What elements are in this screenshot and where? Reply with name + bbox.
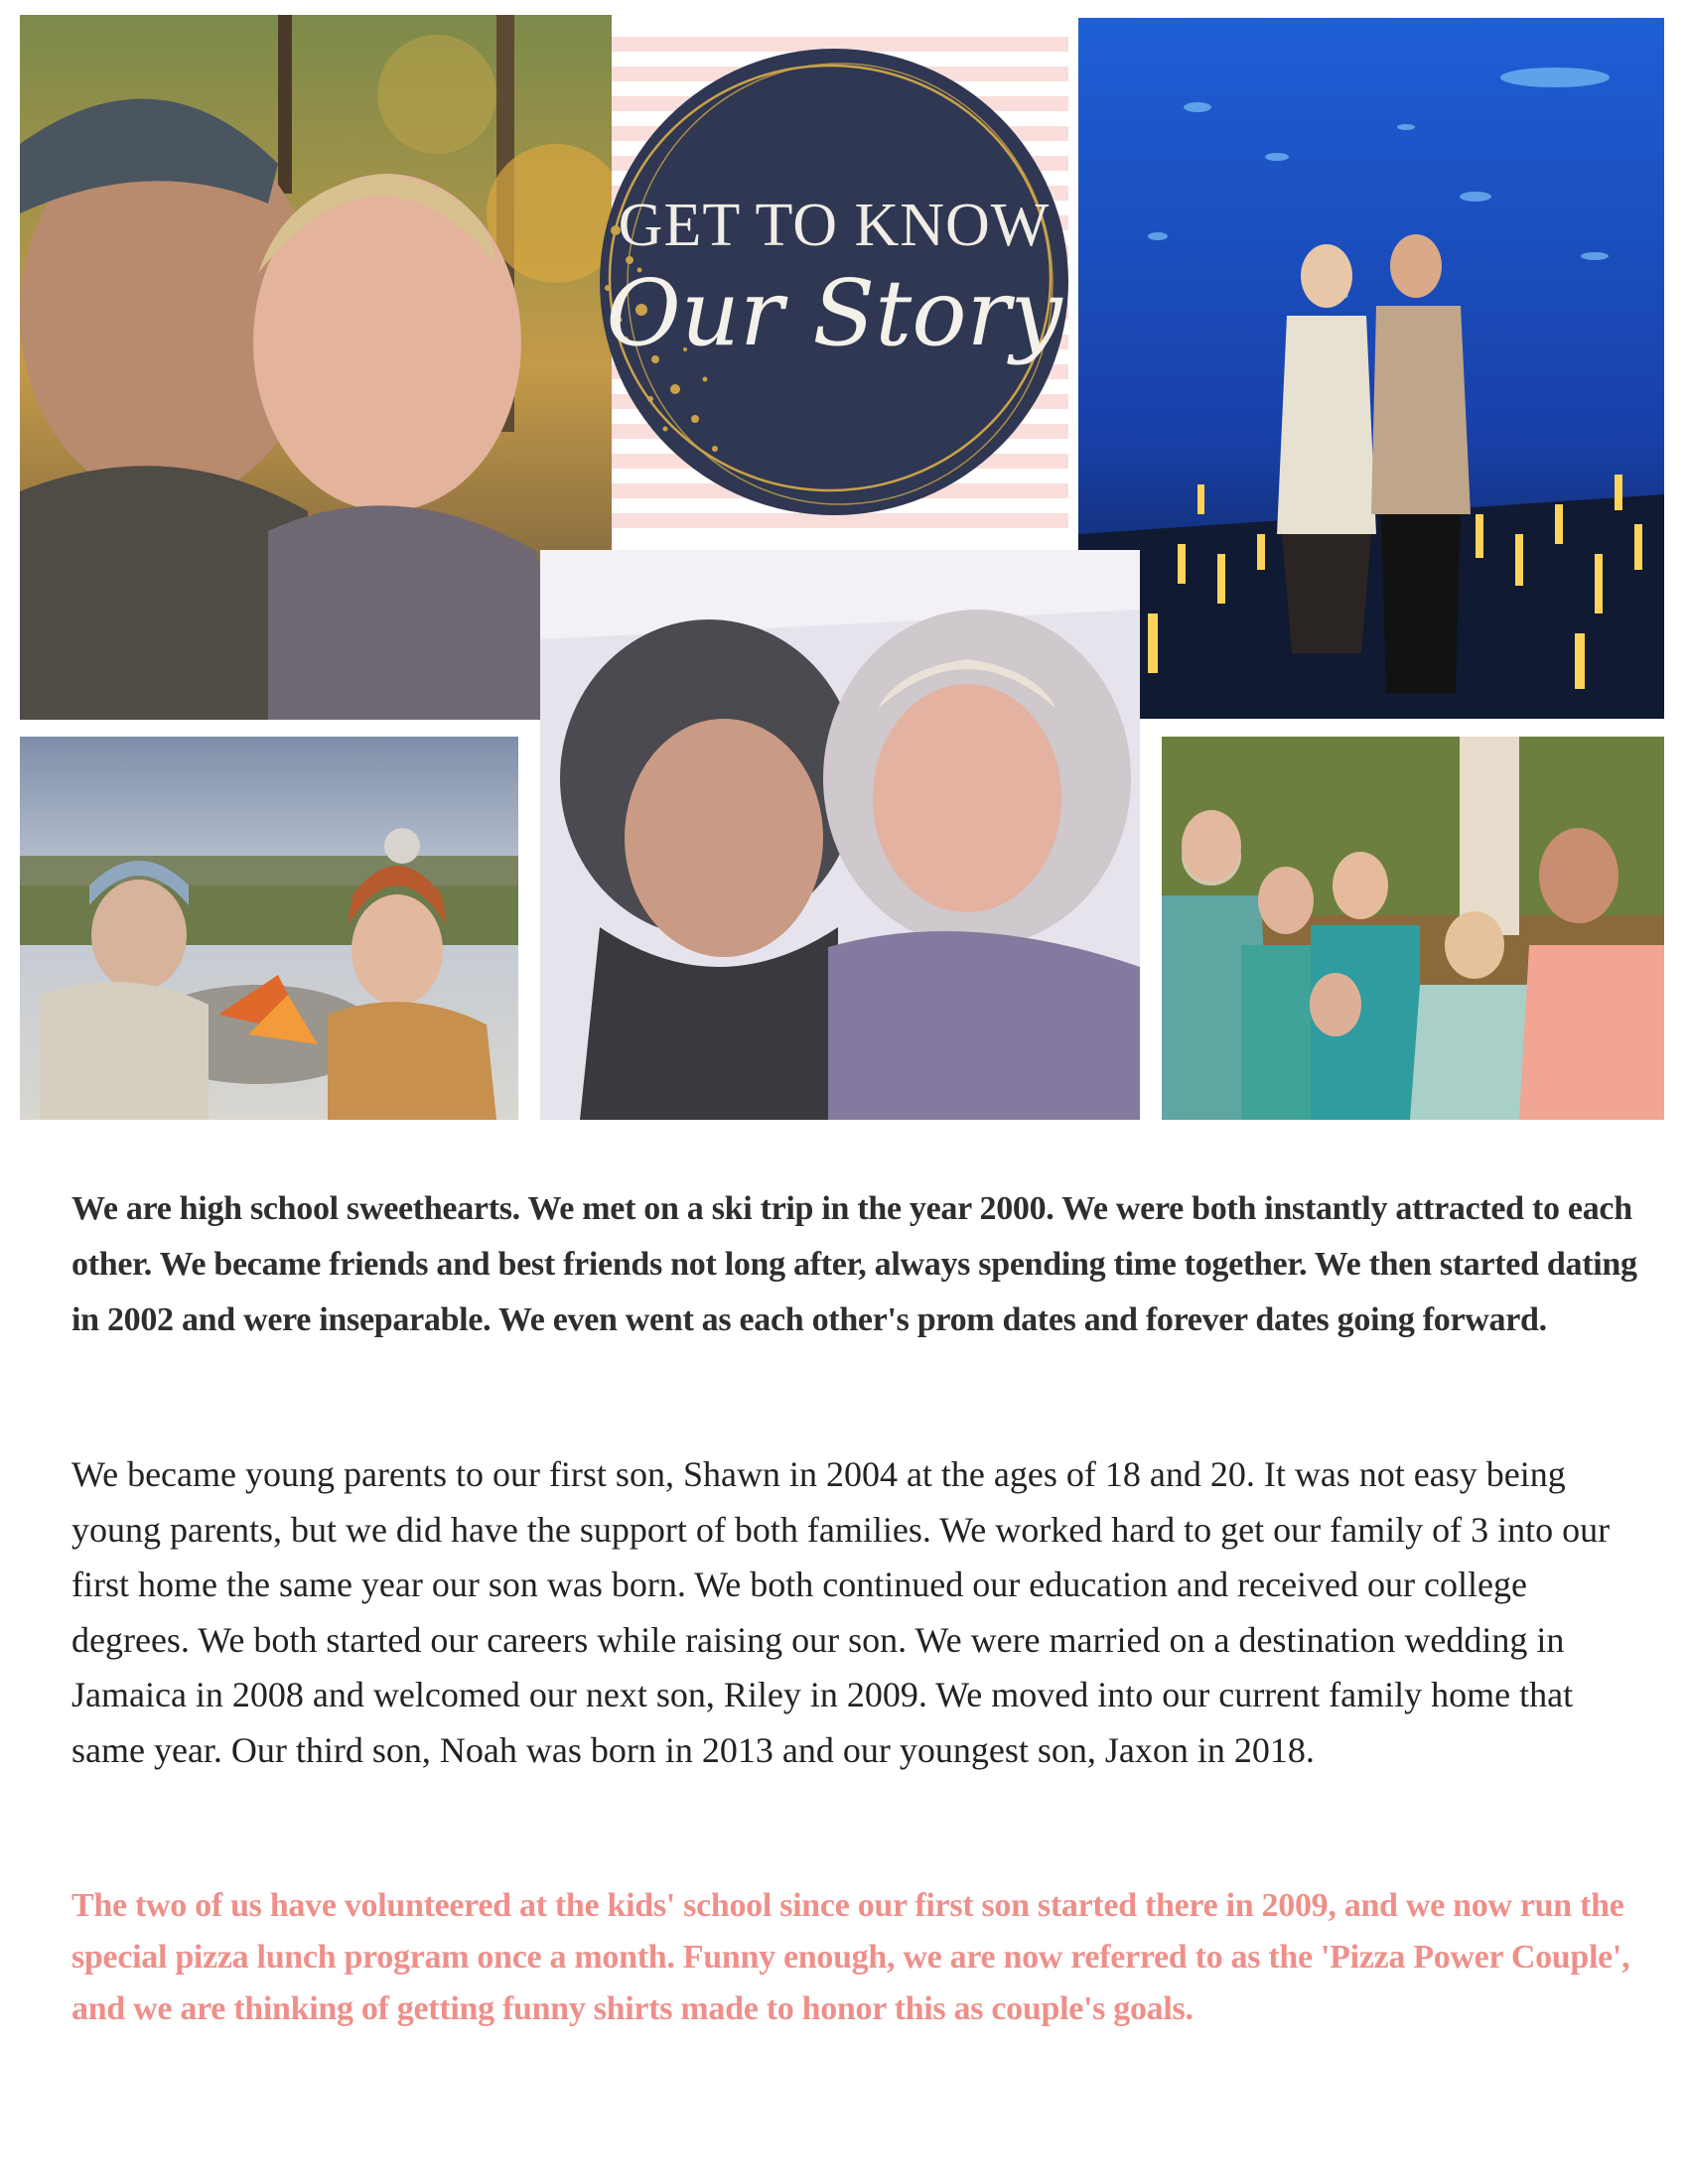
title-badge xyxy=(556,22,1112,528)
story-paragraph-meeting: We are high school sweethearts. We met on a ski trip in the year 2000. We were both instantly attracted to each other. We became friends and best friends not long after, always spending time together. We then started dating in 2002 and were inseparable. We even went as each other's prom dates and forever dates going forward. xyxy=(71,1190,1637,1338)
story-paragraph-volunteering: The two of us have volunteered at the kids' school since our first son started there in 2009, and we now run the special pizza lunch program once a month. Funny enough, we are now referred to as the 'Pizza Power Couple', and we are thinking of getting funny shirts made to honor this as couple's goals. xyxy=(71,1887,1630,2027)
photo-couple-snow xyxy=(540,550,1140,1120)
photo-family-waterfall xyxy=(1162,737,1664,1120)
photo-couple-aquarium xyxy=(1078,18,1664,719)
story-paragraph-family: We became young parents to our first son, Shawn in 2004 at the ages of 18 and 20. It was not easy being young parents, but we did have the support of both families. We worked hard to get our family of 3 into our first home the same year our son was born. We both continued our education and received our college degrees. We both started our careers while raising our son. We were married on a destination wedding in Jamaica in 2008 and welcomed our next son, Riley in 2009. We moved into our current family home that same year. Our third son, Noah was born in 2013 and our youngest son, Jaxon in 2018. xyxy=(71,1454,1611,1770)
badge-title-line2: Our Story xyxy=(606,260,1062,366)
photo-couple-firepit xyxy=(20,737,518,1120)
badge-title-line1: GET TO KNOW xyxy=(618,192,1051,259)
photo-couple-autumn-woods xyxy=(20,15,612,720)
